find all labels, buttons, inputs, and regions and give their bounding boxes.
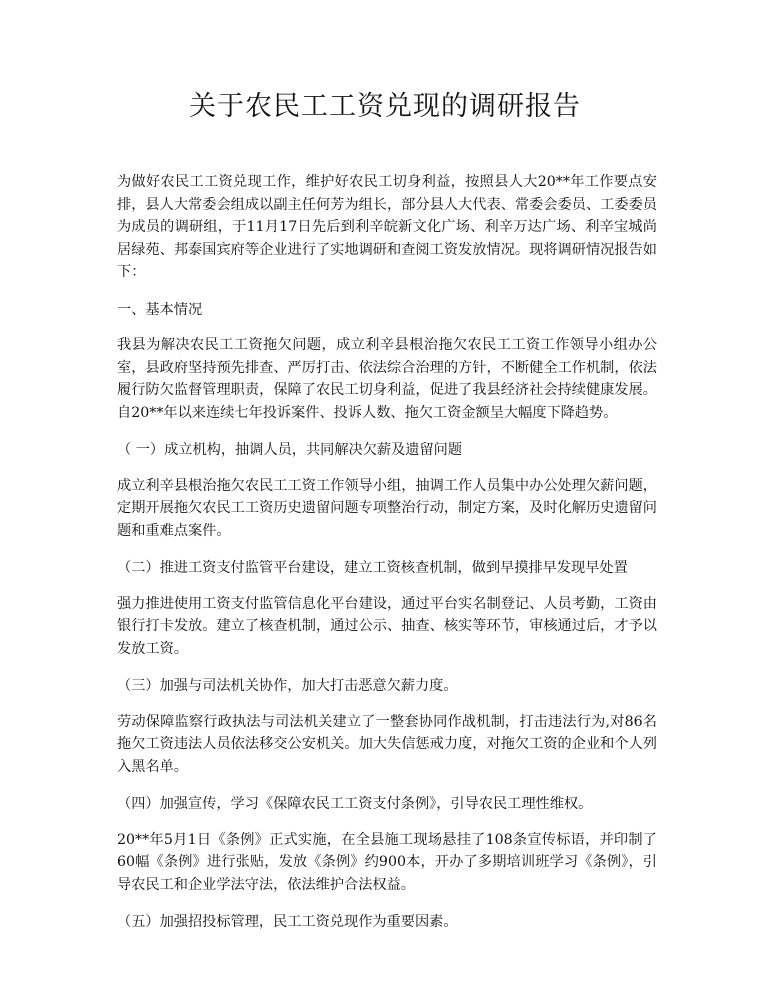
subsection-heading-3: （三）加强与司法机关协作，加大打击恶意欠薪力度。 — [117, 678, 458, 694]
body-paragraph: 20**年5月1日《条例》正式实施，在全县施工现场悬挂了108条宣传标语，并印制了60幅《条例》进行张贴，发放《条例》约900本，开办了多期培训班学习《条例》，引导农民工和企业学法守法，依法维护合法权益。 — [117, 831, 657, 893]
subsection-heading-1: （ 一）成立机构，抽调人员，共同解决欠薪及遗留问题 — [117, 442, 463, 458]
body-paragraph: 我县为解决农民工工资拖欠问题，成立利辛县根治拖欠农民工工资工作领导小组办公室，县政府坚持预先排查、严厉打击、依法综合治理的方针，不断健全工作机制，依法履行防欠监督管理职责，保障了农民工切身利益，促进了我县经济社会持续健康发展。自20**年以来连续七年投诉案件、投诉人数、拖欠工资金额呈大幅度下降趋势。 — [117, 337, 657, 421]
subsection-heading-2: （二）推进工资支付监管平台建设，建立工资核查机制，做到早摸排早发现早处置 — [117, 560, 628, 576]
body-paragraph: 强力推进使用工资支付监管信息化平台建设，通过平台实名制登记、人员考勤，工资由银行打卡发放。建立了核查机制，通过公示、抽查、核实等环节，审核通过后，才予以发放工资。 — [117, 595, 657, 657]
section-heading-basic-situation: 一、基本情况 — [117, 301, 203, 318]
body-paragraph: 劳动保障监察行政执法与司法机关建立了一整套协同作战机制，打击违法行为,对86名拖欠工资违法人员依法移交公安机关。加大失信惩戒力度，对拖欠工资的企业和个人列入黑名单。 — [117, 713, 657, 775]
subsection-heading-4: （四）加强宣传，学习《保障农民工工资支付条例》，引导农民工理性维权。 — [117, 796, 593, 812]
body-paragraph: 成立利辛县根治拖欠农民工工资工作领导小组，抽调工作人员集中办公处理欠薪问题，定期开展拖欠农民工工资历史遗留问题专项整治行动，制定方案，及时化解历史遗留问题和重难点案件。 — [117, 477, 657, 539]
document-body — [117, 171, 657, 947]
document-title: 关于农民工工资兑现的调研报告 — [189, 91, 581, 122]
intro-paragraph: 为做好农民工工资兑现工作，维护好农民工切身利益，按照县人大20**年工作要点安排，县人大常委会组成以副主任何芳为组长，部分县人大代表、常委会委员、工委委员为成员的调研组，于11月17日先后到利辛皖新文化广场、利辛万达广场、利辛宝城尚居绿苑、邦泰国宾府等企业进行了实地调研和查阅工资发放情况。现将调研情况报告如下： — [117, 174, 657, 280]
subsection-heading-5: （五）加强招投标管理，民工工资兑现作为重要因素。 — [117, 914, 458, 930]
